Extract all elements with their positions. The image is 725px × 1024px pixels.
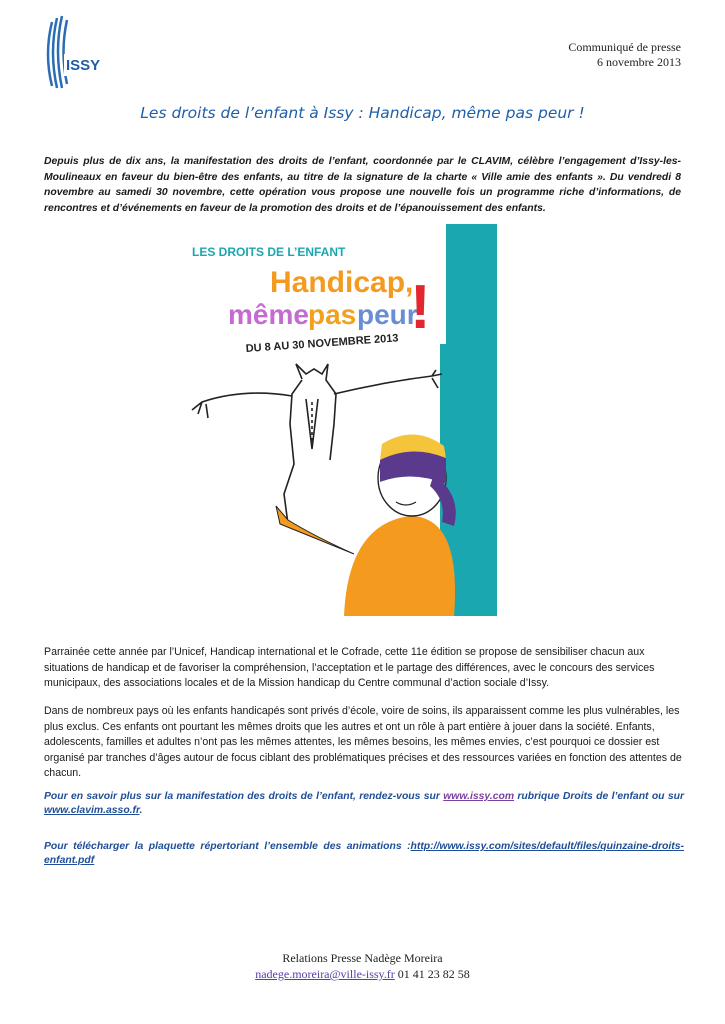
contact-name: Relations Presse Nadège Moreira: [282, 951, 443, 965]
poster-teal-band: [446, 224, 497, 616]
poster-word-meme: même: [228, 299, 309, 330]
intro-paragraph: Depuis plus de dix ans, la manifestation des droits de l’enfant, coordonnée par le CLAVIM, célèbre l’engagement d’Issy-les-Moulineaux en faveur du bien-être des enfants, au titre de la signature de la charte « Ville amie des enfants ». Du vendredi 8 novembre au samedi 30 novembre, cette opération vous propose une nouvelle fois un programme riche d’informations, de rencontres et d’événements en faveur de la promotion des droits et de l’épanouissement des enfants.: [44, 156, 681, 214]
contact-email[interactable]: nadege.moreira@ville-issy.fr: [255, 967, 395, 981]
clavim-link[interactable]: www.clavim.asso.fr: [44, 805, 140, 816]
brochure-link[interactable]: http://www.issy.com/sites/default/files/quinzaine-droits-enfant.pdf: [44, 841, 684, 866]
page-title: Les droits de l’enfant à Issy : Handicap, même pas peur !: [140, 104, 585, 122]
info-mid: rubrique Droits de l’enfant ou sur: [517, 791, 684, 802]
download-paragraph: [44, 840, 684, 868]
press-contact: [0, 950, 725, 982]
event-poster: [184, 224, 497, 616]
logo-text: ISSY: [66, 57, 101, 74]
document-date: 6 novembre 2013: [597, 55, 681, 69]
info-lead: Pour en savoir plus sur la manifestation des droits de l’enfant, rendez-vous sur: [44, 791, 440, 802]
issy-logo: [40, 14, 102, 90]
issy-link[interactable]: www.issy.com: [443, 791, 515, 802]
poster-word-pas: pas: [308, 299, 357, 330]
poster-line1: Handicap,: [270, 266, 414, 299]
info-paragraph: Pour en savoir plus sur la manifestation des droits de l’enfant, rendez-vous sur www.issy.com rubrique Droits de l’enfant ou sur www.clavim.asso.fr.: [44, 791, 684, 816]
poster-dates: DU 8 AU 30 NOVEMBRE 2013: [245, 332, 399, 355]
contact-phone: 01 41 23 82 58: [397, 967, 470, 981]
poster-header: LES DROITS DE L’ENFANT: [192, 245, 346, 259]
document-type: Communiqué de presse: [568, 40, 681, 54]
paragraph-context: Dans de nombreux pays où les enfants handicapés sont privés d’école, voire de soins, ils apparaissent comme les plus vulnérables, les plus exclus. Ces enfants ont pourtant les mêmes droits que les autres et ont un rôle à part entière à jouer dans la société. Enfants, adolescents, familles et adultes n’ont pas les mêmes attentes, les mêmes besoins, les mêmes envies, c’est pourquoi ce dossier est organisé par tranches d’âges autour de focus ciblant des problématiques précises et des ressources variées en fonction des attentes de chacun.: [44, 705, 682, 780]
paragraph-sponsors: Parrainée cette année par l’Unicef, Handicap international et le Cofrade, cette 11e édition se propose de sensibiliser chacun aux situations de handicap et de favoriser la compréhension, l’acceptation et le partage des différences, avec le concours des services municipaux, des associations locales et de la Mission handicap du Centre communal d’action sociale d’Issy.: [44, 646, 655, 690]
press-header: [568, 40, 681, 70]
download-lead: Pour télécharger la plaquette répertoriant l’ensemble des animations :: [44, 841, 411, 852]
poster-exclaim: !: [410, 273, 431, 342]
poster-word-peur: peur: [357, 299, 418, 330]
